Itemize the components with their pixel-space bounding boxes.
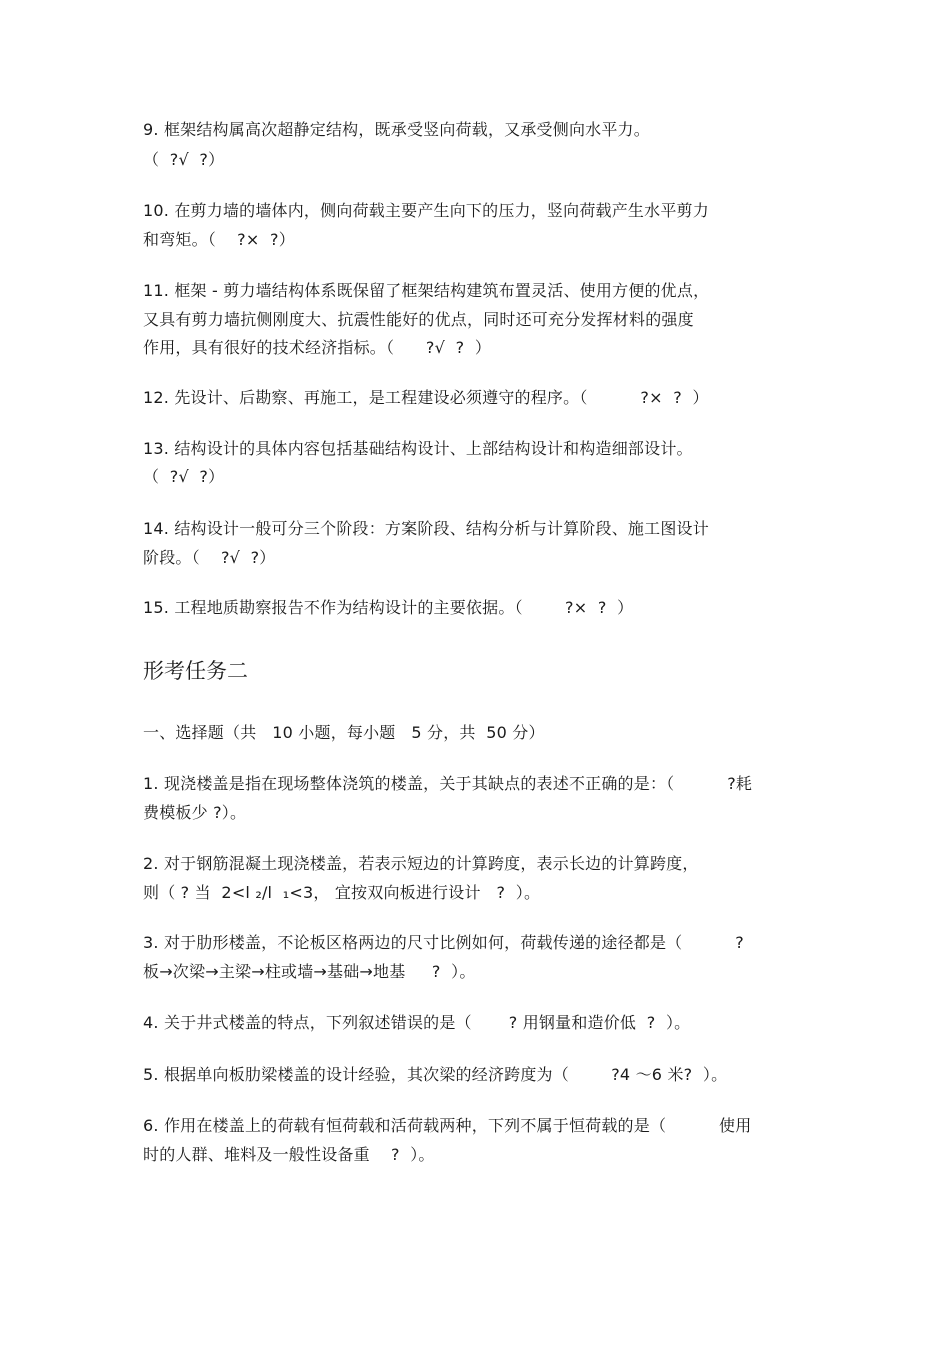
question-3-line-2: 板→次梁→主梁→柱或墙→基础→地基 ? ）。 [143,962,476,981]
question-3-line-1: 3. 对于肋形楼盖，不论板区格两边的尺寸比例如何，荷载传递的途径都是（ ? [143,933,744,952]
question-4-line-1: 4. 关于井式楼盖的特点，下列叙述错误的是（ ? 用钢量和造价低 ? ）。 [143,1013,691,1032]
item-13-line-2: （ ?√ ?） [143,467,225,486]
question-1-line-2: 费模板少 ?）。 [143,803,247,822]
question-6-line-1: 6. 作用在楼盖上的荷载有恒荷载和活荷载两种，下列不属于恒荷载的是（ 使用 [143,1116,752,1135]
item-11-line-1: 11. 框架 - 剪力墙结构体系既保留了框架结构建筑布置灵活、使用方便的优点， [143,281,710,300]
part-title: 一、选择题（共 10 小题，每小题 5 分，共 50 分） [143,723,545,742]
question-2-line-1: 2. 对于钢筋混凝土现浇楼盖，若表示短边的计算跨度，表示长边的计算跨度， [143,854,699,873]
question-2-line-2: 则（ ? 当 2<l ₂/l ₁<3， 宜按双向板进行设计 ? ）。 [143,883,541,902]
item-14-line-2: 阶段。（ ?√ ?） [143,548,276,567]
item-15-line-1: 15. 工程地质勘察报告不作为结构设计的主要依据。（ ?× ? ） [143,598,634,617]
item-10-line-1: 10. 在剪力墙的墙体内，侧向荷载主要产生向下的压力，竖向荷载产生水平剪力 [143,201,709,220]
question-5-line-1: 5. 根据单向板肋梁楼盖的设计经验，其次梁的经济跨度为（ ?4 ～6 米? ）。 [143,1065,728,1084]
item-10-line-2: 和弯矩。（ ?× ?） [143,230,295,249]
item-12-line-1: 12. 先设计、后勘察、再施工，是工程建设必须遵守的程序。（ ?× ? ） [143,388,709,407]
item-14-line-1: 14. 结构设计一般可分三个阶段：方案阶段、结构分析与计算阶段、施工图设计 [143,519,709,538]
section-title: 形考任务二 [143,659,248,683]
question-1-line-1: 1. 现浇楼盖是指在现场整体浇筑的楼盖，关于其缺点的表述不正确的是：（ ?耗 [143,774,753,793]
item-9-line-1: 9. 框架结构属高次超静定结构，既承受竖向荷载，又承受侧向水平力。 [143,120,650,139]
item-11-line-3: 作用，具有很好的技术经济指标。（ ?√ ? ） [143,338,492,357]
item-13-line-1: 13. 结构设计的具体内容包括基础结构设计、上部结构设计和构造细部设计。 [143,439,693,458]
item-11-line-2: 又具有剪力墙抗侧刚度大、抗震性能好的优点，同时还可充分发挥材料的强度 [143,310,694,329]
item-9-line-2: （ ?√ ?） [143,150,225,169]
question-6-line-2: 时的人群、堆料及一般性设备重 ? ）。 [143,1145,435,1164]
